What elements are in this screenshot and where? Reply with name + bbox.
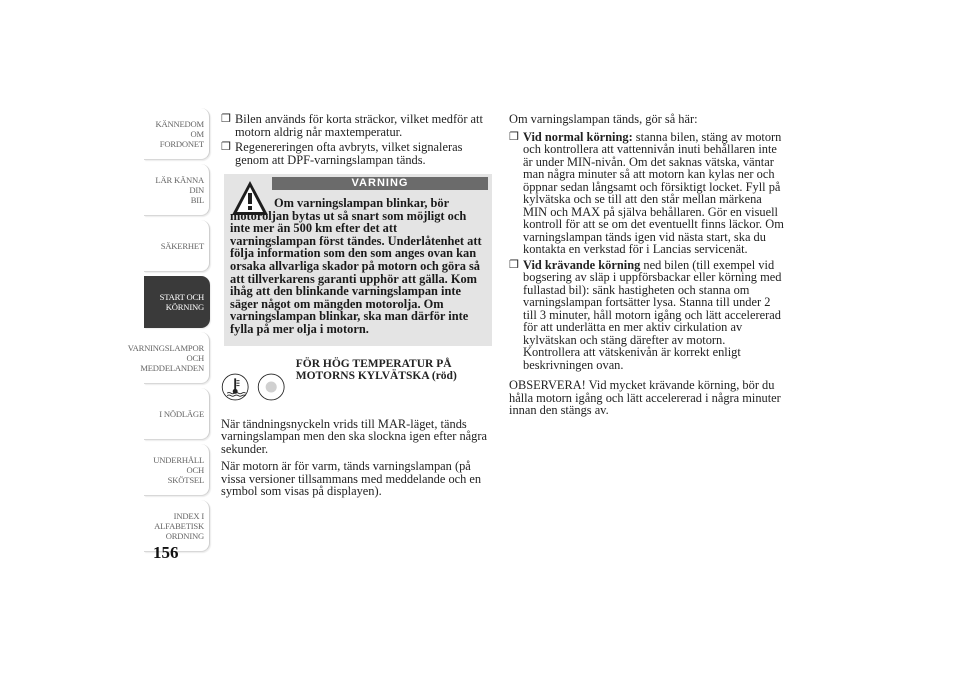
sidebar-tab[interactable] — [144, 444, 210, 496]
sidebar-tab-label: BIL — [190, 194, 204, 205]
list-item: ❐ Vid krävande körning ned bilen (till exempel vid bogsering av släp i uppförsbackar eller körning med fullastad bil): sänk hastigheten och stanna om varningslampan fortsätter lysa. Stanna till under 2 till 3 minuter, håll motorn igång och lätt accelererad för att underlätta en mer aktiv cirkulation av kylvätskan och stäng därefter av motorn. Kontrollera att vätskenivån är korrekt enligt beskrivningen ovan. — [509, 257, 782, 372]
sidebar-tab-label: KÄNNEDOM OM — [155, 118, 204, 139]
coolant-temperature-icon — [221, 364, 249, 410]
sidebar-tab[interactable] — [144, 388, 210, 440]
sidebar-tab-label: ALFABETISK — [154, 520, 204, 531]
sidebar-tab-label: KÖRNING — [165, 301, 204, 312]
sidebar-tab-label: SÄKERHET — [160, 240, 204, 251]
sidebar-tab-label: I NÖDLÄGE — [159, 408, 204, 419]
paragraph: OBSERVERA! Vid mycket krävande körning, bör du hålla motorn igång och lätt accelererad i några minuter innan den stängs av. — [509, 378, 781, 417]
sidebar-tab-label: VARNINGSLAMPOR — [127, 342, 204, 353]
sidebar-tab[interactable] — [127, 332, 210, 384]
sidebar-tab-label: LÄR KÄNNA DIN — [155, 174, 204, 195]
warning-box — [224, 174, 492, 346]
sidebar-tab-label: UNDERHÅLL OCH — [153, 454, 204, 475]
checkbox-bullet-icon: ❐ — [221, 113, 231, 125]
list-item: ❐ Regenereringen ofta avbryts, vilket signaleras genom att DPF-varningslampan tänds. — [221, 140, 463, 167]
sidebar-tab[interactable] — [144, 164, 210, 216]
paragraph: Om varningslampan tänds, gör så här: — [509, 112, 698, 126]
sidebar-tab-label: SKÖTSEL — [167, 474, 204, 485]
paragraph: När motorn är för varm, tänds varningslampan (på vissa versioner tillsammans med meddelande och en symbol som visas på displayen). — [221, 459, 482, 499]
sidebar-tab-label: OCH — [186, 352, 204, 363]
indicator-title: FÖR HÖG TEMPERATUR PÅ MOTORNS KYLVÄTSKA (röd) — [295, 357, 457, 382]
warning-text: Om varningslampan blinkar, bör motoroljan bytas ut så snart som möjligt och inte mer än 500 km efter det att varningslampan först tändes. Underlåtenhet att följa information som den som anges ovan kan orsaka allvarliga skador på motorn och göra så att tillverkarens garanti upphör att gälla. Kom ihåg att den blinkande varningslampan inte säger något om mängden motorolja. Om varningslampan blinkar, ska man därför inte fylla på mer olja i motorn. — [230, 196, 482, 336]
warning-title: VARNING — [272, 177, 488, 190]
sidebar-tab[interactable] — [144, 276, 210, 328]
sidebar-tab-label: MEDDELANDEN — [140, 362, 204, 373]
indicator-row — [221, 358, 493, 410]
paragraph: När tändningsnyckeln vrids till MAR-läget, tänds varningslampan men den ska slockna igen efter några sekunder. — [221, 416, 487, 456]
left-column — [221, 113, 493, 503]
sidebar-tab-label: INDEX I — [173, 510, 204, 521]
page-number: 156 — [153, 543, 179, 562]
list-item: ❐ Vid normal körning: stanna bilen, stäng av motorn och kontrollera att vattennivån inuti behållaren inte är under MIN-nivån. Om det saknas vätska, väntar man några minuter så att motorn kan kylas ner och öppnar sedan långsamt och försiktigt locket. Fyll på kylvätska och se till att den står mellan märkena MIN och MAX på själva behållaren. Gör en visuell kontroll för att se om det eventuellt finns läckor. Om varningslampan tänds igen vid nästa start, ska du kontakta en verkstad för i Lancias servicenät. — [509, 129, 784, 256]
sidebar-tab[interactable] — [144, 108, 210, 160]
sidebar-tab-label: START OCH — [159, 291, 204, 302]
chapter-sidebar — [127, 108, 210, 556]
right-column — [509, 113, 784, 422]
checkbox-bullet-icon: ❐ — [509, 258, 519, 271]
sidebar-tab-label: FORDONET — [159, 138, 204, 149]
sidebar-tab-label: ORDNING — [165, 530, 204, 541]
checkbox-bullet-icon: ❐ — [509, 130, 519, 143]
list-item: ❐ Bilen används för korta sträckor, vilket medför att motorn aldrig når maxtemperatur. — [221, 112, 483, 139]
checkbox-bullet-icon: ❐ — [221, 141, 231, 153]
sidebar-tab[interactable] — [144, 220, 210, 272]
warning-lamp-icon — [257, 364, 285, 410]
